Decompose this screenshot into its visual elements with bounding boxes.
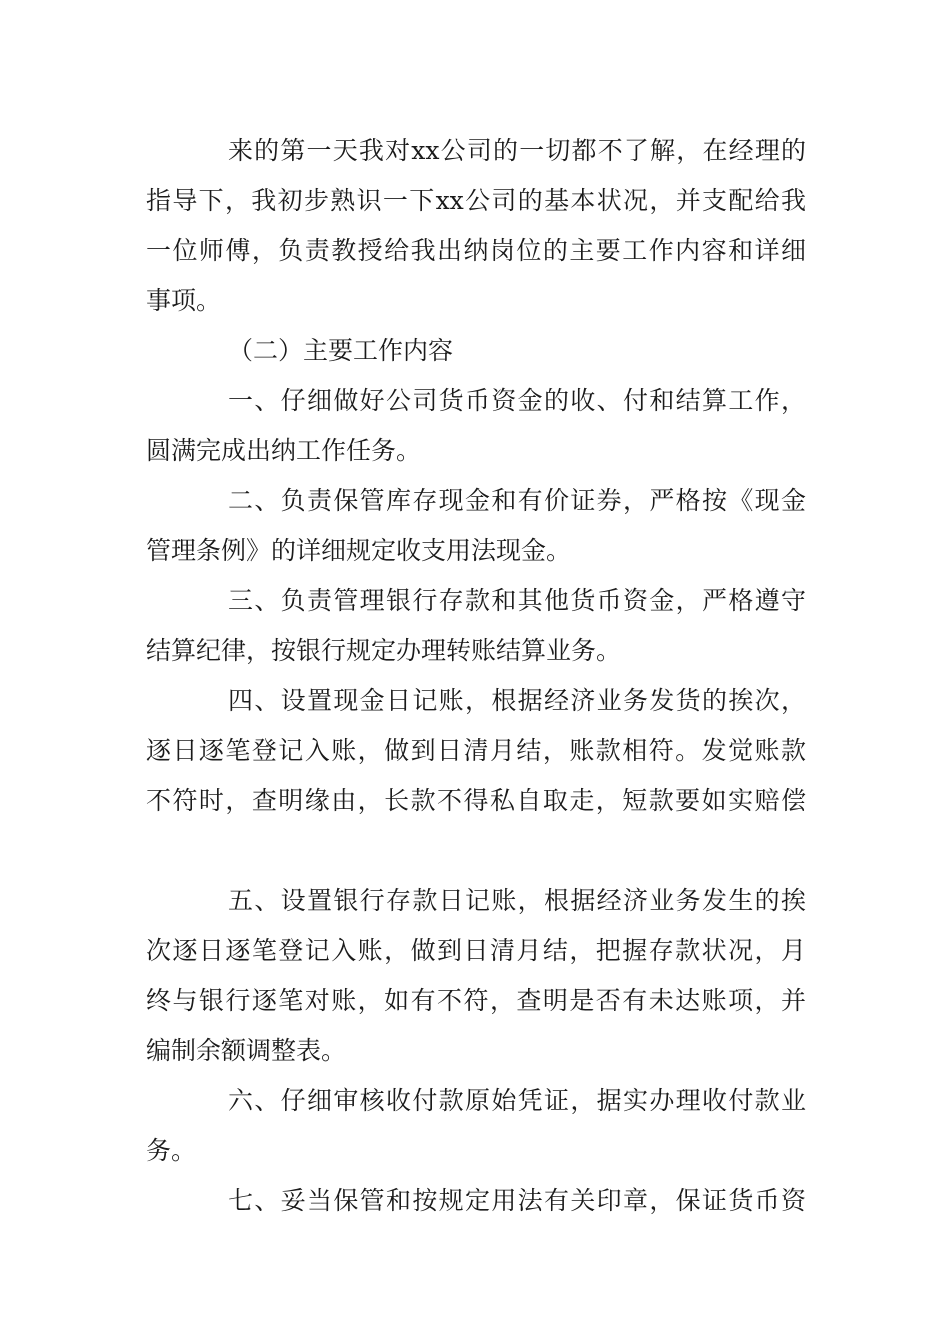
text-line: 二、负责保管库存现金和有价证券，严格按《现金 [228,486,806,515]
text-line: 务。 [146,1136,197,1165]
text-line: 圆满完成出纳工作任务。 [146,436,422,465]
text-line: 管理条例》的详细规定收支用法现金。 [146,536,572,565]
text-line: 结算纪律，按银行规定办理转账结算业务。 [146,636,622,665]
text-line: 七、妥当保管和按规定用法有关印章，保证货币资 [228,1186,806,1215]
text-line: 指导下，我初步熟识一下xx公司的基本状况，并支配给我 [146,186,806,215]
text-line: 三、负责管理银行存款和其他货币资金，严格遵守 [228,586,806,615]
text-line: 次逐日逐笔登记入账，做到日清月结，把握存款状况，月 [146,936,806,965]
text-line: 六、仔细审核收付款原始凭证，据实办理收付款业 [228,1086,806,1115]
text-line: 逐日逐笔登记入账，做到日清月结，账款相符。发觉账款 [146,736,806,765]
text-line: 事项。 [146,286,222,315]
text-line: 一、仔细做好公司货币资金的收、付和结算工作， [228,386,806,415]
text-line: 来的第一天我对xx公司的一切都不了解，在经理的 [228,136,806,165]
text-line: 四、设置现金日记账，根据经济业务发货的挨次， [228,686,806,715]
text-line: 五、设置银行存款日记账，根据经济业务发生的挨 [228,886,806,915]
section-heading: （二）主要工作内容 [228,336,454,365]
text-line: 终与银行逐笔对账，如有不符，查明是否有未达账项，并 [146,986,806,1015]
text-line: 一位师傅，负责教授给我出纳岗位的主要工作内容和详细 [146,236,806,265]
text-line: 不符时，查明缘由，长款不得私自取走，短款要如实赔偿 [146,786,806,815]
text-line: 编制余额调整表。 [146,1036,347,1065]
